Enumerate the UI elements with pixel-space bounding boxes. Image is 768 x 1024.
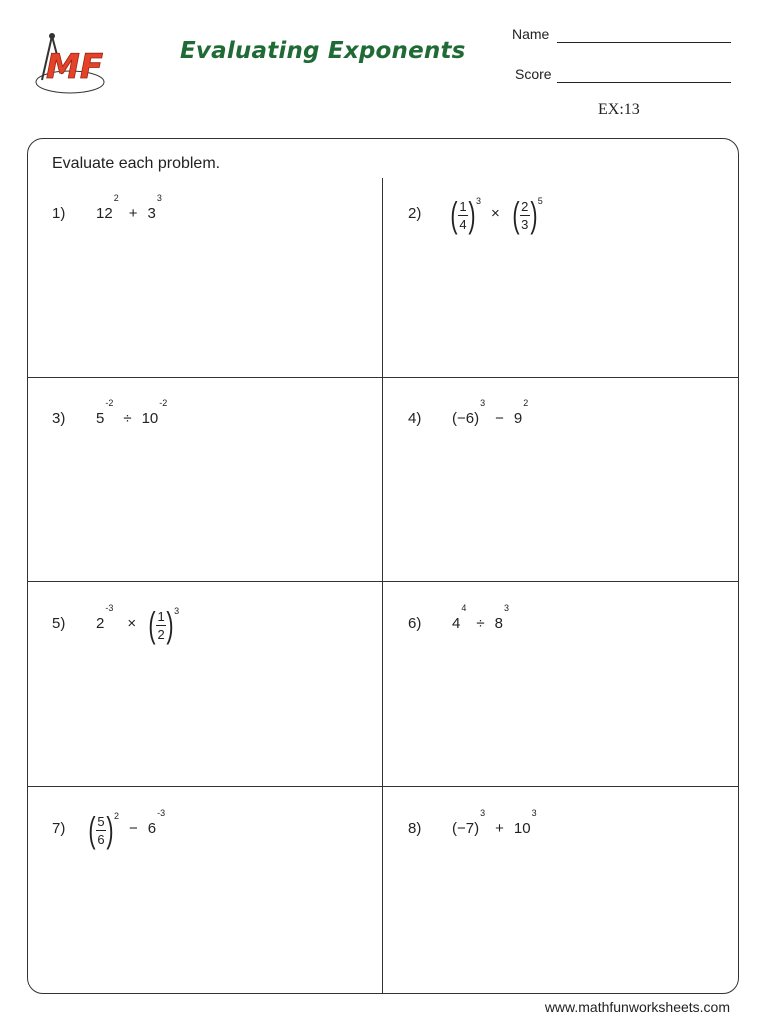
worksheet-title: Evaluating Exponents [180,38,466,64]
name-line[interactable] [557,42,731,43]
score-label: Score [515,66,552,82]
problem-expression: (−7) $^3$ + 10 $^3$ [452,808,537,837]
problem-expression: ( $\frac{5}{6}$ ) 2 − 6 $^{-3}$ [88,808,166,850]
score-line[interactable] [557,82,731,83]
problem-expression: ( $\frac{1}{4}$ ) 3 × ( $\frac{2}{3}$ ) 5 [450,194,543,235]
mathfun-logo [34,30,108,100]
problem-expression: 2 $^{-3}$ × ( $\frac{1}{2}$ ) 3 [96,603,180,645]
problem-2 [408,194,728,265]
problem-3 [52,398,372,470]
problem-1 [52,193,372,265]
row-divider [28,377,738,378]
problem-number: 3) [52,410,66,427]
problem-number: 2) [408,205,422,222]
problem-number: 7) [52,820,66,837]
instructions: Evaluate each problem. [52,155,221,172]
logo-text: MF [46,47,104,87]
problem-8 [408,808,728,880]
footer-website: www.mathfunworksheets.com [544,999,730,1015]
name-label: Name [512,26,550,42]
problem-7 [52,808,372,880]
problem-number: 8) [408,820,422,837]
problem-6 [408,603,728,675]
problem-expression: (−6) $^3$ − 9 $^2$ [452,398,529,427]
problem-number: 4) [408,410,422,427]
row-divider [28,581,738,582]
problem-expression: 12 $^2$ + 3 $^3$ [96,193,162,222]
problem-5 [52,603,372,675]
problem-4 [408,398,728,470]
problem-expression: 4 $^4$ ÷ 8 $^3$ [452,603,509,632]
problem-number: 6) [408,615,422,632]
column-divider [382,178,383,993]
exercise-code: EX:13 [598,101,640,118]
problem-number: 1) [52,205,66,222]
row-divider [28,786,738,787]
problem-expression: 5 $^{-2}$ ÷ 10 $^{-2}$ [96,398,168,427]
problem-number: 5) [52,615,66,632]
